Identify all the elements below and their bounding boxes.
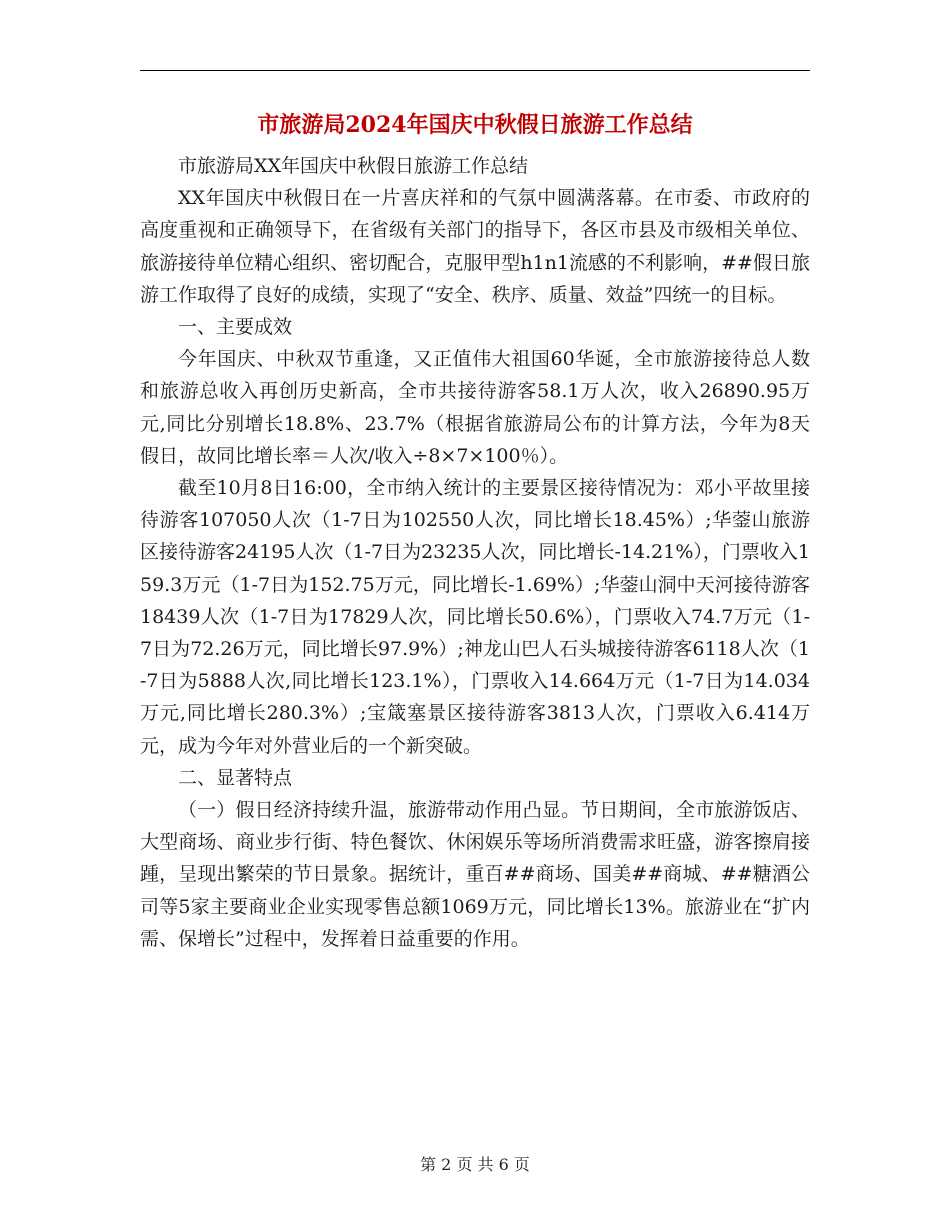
section-heading-features: 二、显著特点 xyxy=(178,766,293,789)
page-number: 第 2 页 共 6 页 xyxy=(420,1155,530,1174)
header-rule xyxy=(140,70,810,71)
document-body xyxy=(140,150,810,955)
paragraph-main-results: 今年国庆、中秋双节重逢，又正值伟大祖国60华诞，全市旅游接待总人数和旅游总收入再创历史新高，全市共接待游客58.1万人次，收入26890.95万元,同比分别增长18.8%、23.7%（根据省旅游局公布的计算方法，今年为8天假日，故同比增长率＝人次/收入÷8×7×100％）。 xyxy=(140,348,810,467)
paragraph-subtitle: 市旅游局XX年国庆中秋假日旅游工作总结 xyxy=(178,155,529,177)
paragraph-intro: XX年国庆中秋假日在一片喜庆祥和的气氛中圆满落幕。在市委、市政府的高度重视和正确领导下，在省级有关部门的指导下，各区市县及市级相关单位、旅游接待单位精心组织、密切配合，克服甲型h1n1流感的不利影响，##假日旅游工作取得了良好的成绩，实现了“安全、秩序、质量、效益”四统一的目标。 xyxy=(140,187,810,306)
paragraph-feature-one: （一）假日经济持续升温，旅游带动作用凸显。节日期间，全市旅游饭店、大型商场、商业步行街、特色餐饮、休闲娱乐等场所消费需求旺盛，游客擦肩接踵，呈现出繁荣的节日景象。据统计，重百##商场、国美##商城、##糖酒公司等5家主要商业企业实现零售总额1069万元，同比增长13%。旅游业在“扩内需、保增长”过程中，发挥着日益重要的作用。 xyxy=(140,799,810,950)
paragraph-scenic-stats: 截至10月8日16:00，全市纳入统计的主要景区接待情况为：邓小平故里接待游客107050人次（1-7日为102550人次，同比增长18.45%）;华蓥山旅游区接待游客24195人次（1-7日为23235人次，同比增长-14.21%），门票收入159.3万元（1-7日为152.75万元，同比增长-1.69%）;华蓥山洞中天河接待游客18439人次（1-7日为17829人次，同比增长50.6%），门票收入74.7万元（1-7日为72.26万元，同比增长97.9%）;神龙山巴人石头城接待游客6118人次（1-7日为5888人次,同比增长123.1%），门票收入14.664万元（1-7日为14.034万元,同比增长280.3%）;宝箴塞景区接待游客3813人次，门票收入6.414万元，成为今年对外营业后的一个新突破。 xyxy=(140,477,810,757)
section-heading-main-results: 一、主要成效 xyxy=(178,316,293,339)
document-title: 市旅游局2024年国庆中秋假日旅游工作总结 xyxy=(257,112,693,138)
